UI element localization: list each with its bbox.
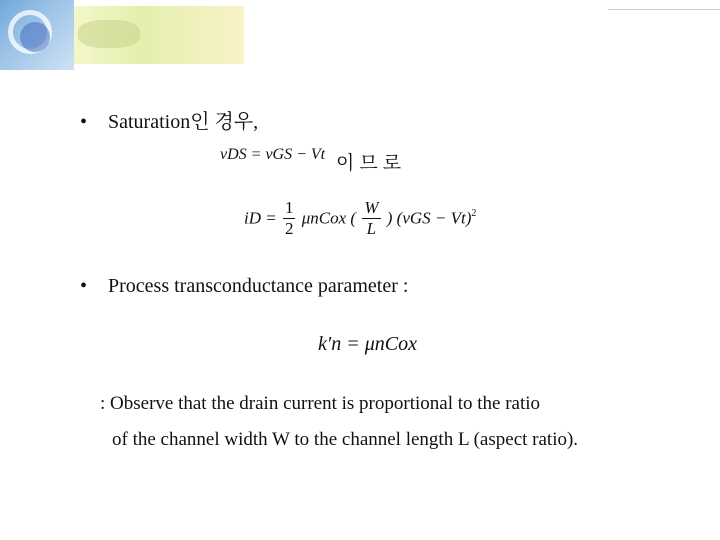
fraction-aspect-l: L — [366, 219, 377, 238]
bullet-icon: • — [80, 275, 88, 297]
formula-kn: k′n = μnCox — [318, 333, 418, 355]
formula-id-mid: μnCox ( — [301, 208, 357, 228]
bullet-process — [80, 274, 408, 298]
fraction-aspect-w: W — [364, 198, 379, 217]
fraction-half-den: 2 — [284, 219, 294, 238]
bullet-saturation-text: Saturation인 경우, — [108, 111, 259, 133]
formula-drain-current — [244, 198, 476, 250]
fraction-half-num: 1 — [284, 198, 294, 217]
bullet-icon: • — [80, 111, 88, 133]
fraction-half — [283, 198, 296, 239]
bullet-process-text: Process transconductance parameter : — [108, 275, 409, 297]
header-logo — [0, 0, 74, 70]
observation-line-2: of the channel width W to the channel length L (aspect ratio). — [112, 429, 579, 450]
header-divider — [608, 9, 720, 10]
formula-vds: vDS = vGS − Vt — [220, 146, 326, 163]
observation-line-1: : Observe that the drain current is proportional to the ratio — [100, 393, 541, 414]
bullet-saturation — [80, 110, 258, 134]
header-banner — [74, 6, 244, 64]
formula-id-tail: ) (vGS − Vt) — [386, 208, 472, 228]
fraction-aspect — [362, 198, 380, 239]
formula-id-exponent: 2 — [471, 207, 477, 219]
formula-vds-suffix: 이므로 — [336, 152, 407, 174]
observation-note — [100, 386, 578, 458]
banner-decoration — [78, 20, 140, 48]
logo-swirl — [20, 22, 50, 52]
formula-id-lhs: iD = — [244, 208, 277, 228]
